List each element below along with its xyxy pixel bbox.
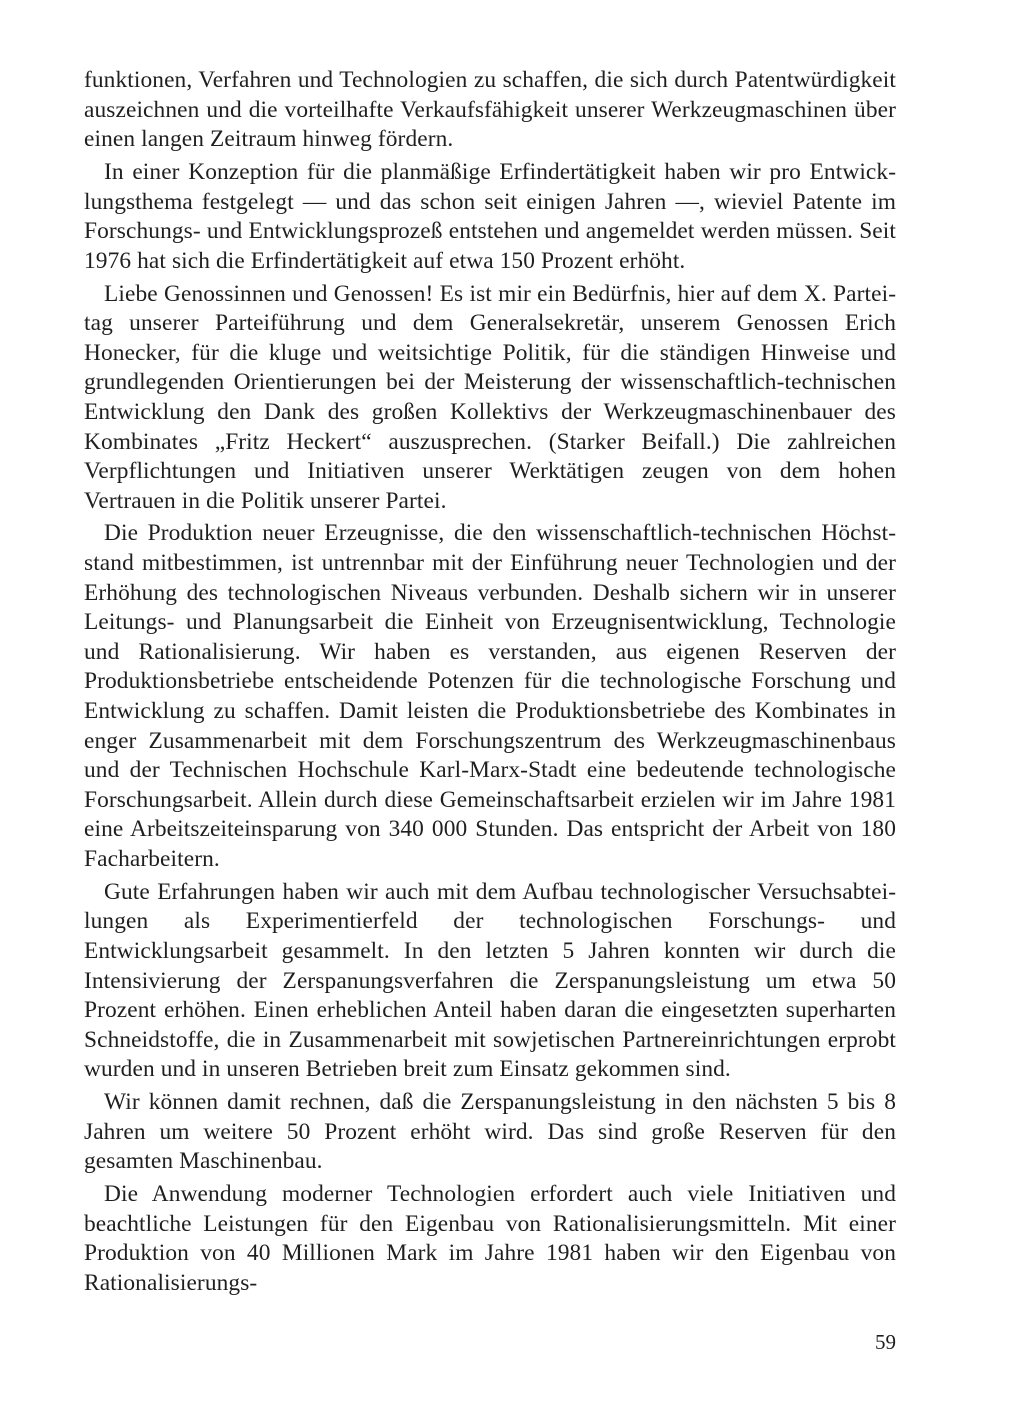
paragraph-7: Die Anwendung moderner Technologien erfordert auch viele Initiativen und beachtliche Leistungen für den Eigenbau von Rationalisierungsmitteln. Mit einer Produktion von 40 Millionen Mark im Jahre 1981 haben wir den Eigenbau von Rationalisierungs- <box>84 1181 896 1296</box>
paragraph-1: funktionen, Verfahren und Technologien zu schaffen, die sich durch Patentwürdigkeit auszeichnen und die vorteilhafte Verkaufsfähigkeit unserer Werkzeugmaschinen über einen langen Zeitraum hinweg fördern. <box>84 67 896 153</box>
paragraph-4: Die Produktion neuer Erzeugnisse, die den wissenschaftlich-technischen Höchststand mitbestimmen, ist untrennbar mit der Einführung neuer Technologien und der Erhöhung des technologischen Niveaus verbunden. Deshalb sichern wir in unserer Leitungs- und Planungsarbeit die Einheit von Erzeugnisentwicklung, Technologie und Rationalisierung. Wir haben es verstanden, aus eigenen Reserven der Produktionsbetriebe entscheidende Potenzen für die technologische Forschung und Entwicklung zu schaffen. Damit leisten die Produktionsbetriebe des Kombinates in enger Zusammenarbeit mit dem Forschungszentrum des Werkzeugmaschinenbaus und der Technischen Hochschule Karl-Marx-Stadt eine bedeutende technologische Forschungsarbeit. Allein durch diese Gemeinschaftsarbeit erzielen wir im Jahre 1981 eine Arbeitszeiteinsparung von 340 000 Stunden. Das entspricht der Arbeit von 180 Facharbeitern. <box>84 520 896 872</box>
paragraph-2: In einer Konzeption für die planmäßige Erfindertätigkeit haben wir pro Entwicklungsthema festgelegt — und das schon seit einigen Jahren —, wieviel Patente im Forschungs- und Entwicklungsprozeß entstehen und angemeldet werden müssen. Seit 1976 hat sich die Erfindertätigkeit auf etwa 150 Prozent erhöht. <box>84 158 896 274</box>
paragraph-3: Liebe Genossinnen und Genossen! Es ist mir ein Bedürfnis, hier auf dem X. Parteitag unserer Parteiführung und dem Generalsekretär, unserem Genossen Erich Honecker, für die kluge und weitsichtige Politik, für die ständigen Hinweise und grundlegenden Orientierungen bei der Meisterung der wissenschaftlich-technischen Entwicklung den Dank des großen Kollektivs der Werkzeugmaschinenbauer des Kombinates „Fritz Heckert“ auszusprechen. (Starker Beifall.) Die zahlreichen Verpflichtungen und Initiativen unserer Werktätigen zeugen von dem hohen Vertrauen in die Politik unserer Partei. <box>84 280 896 514</box>
paragraph-6: Wir können damit rechnen, daß die Zerspanungsleistung in den nächsten 5 bis 8 Jahren um weitere 50 Prozent erhöht wird. Das sind große Reserven für den gesamten Maschinenbau. <box>84 1089 896 1175</box>
page-number: 59 <box>875 1330 896 1354</box>
paragraph-5: Gute Erfahrungen haben wir auch mit dem Aufbau technologischer Versuchsabteilungen als Experimentierfeld der technologischen Forschungs- und Entwicklungsarbeit gesammelt. In den letzten 5 Jahren konnten wir durch die Intensivierung der Zerspanungsverfahren die Zerspanungsleistung um etwa 50 Prozent erhöhen. Einen erheblichen Anteil haben daran die eingesetzten superharten Schneidstoffe, die in Zusammenarbeit mit sowjetischen Partnereinrichtungen erprobt wurden und in unseren Betrieben breit zum Einsatz gekommen sind. <box>84 878 896 1083</box>
document-page <box>84 66 896 1302</box>
